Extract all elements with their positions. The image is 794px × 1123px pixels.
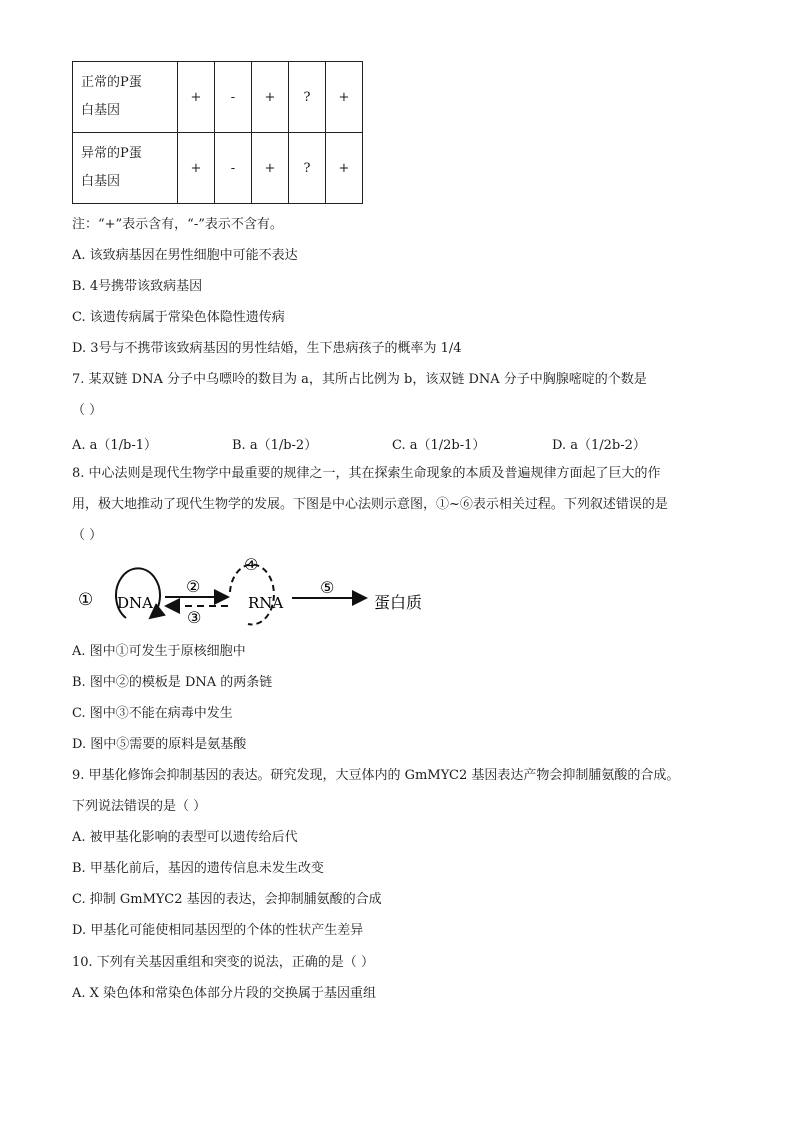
label-5: ⑤ — [320, 578, 335, 597]
q7-paren: （ ） — [72, 403, 103, 418]
gene-table — [72, 61, 363, 204]
table-cell: + — [178, 133, 215, 204]
table-cell: ? — [289, 133, 326, 204]
q8-paren: （ ） — [72, 528, 103, 543]
q6-option-c: C. 该遗传病属于常染色体隐性遗传病 — [72, 310, 285, 325]
row-label: 正常的P蛋 白基因 — [73, 62, 178, 133]
table-cell: + — [252, 62, 289, 133]
central-dogma-diagram — [70, 550, 450, 630]
table-cell: + — [252, 133, 289, 204]
q8-stem-line1: 8. 中心法则是现代生物学中最重要的规律之一，其在探索生命现象的本质及普遍规律方面起了巨大的作 — [72, 466, 661, 481]
q7-option-d: D. a（1/2b-2） — [552, 438, 646, 453]
q9-option-d: D. 甲基化可能使相同基因型的个体的性状产生差异 — [72, 923, 364, 938]
table-cell: - — [215, 133, 252, 204]
table-cell: + — [326, 133, 363, 204]
q7-stem: 7. 某双链 DNA 分子中乌嘌呤的数目为 a，其所占比例为 b，该双链 DNA 分子中胸腺嘧啶的个数是 — [72, 372, 647, 387]
q8-option-b: B. 图中②的模板是 DNA 的两条链 — [72, 675, 273, 690]
q6-option-b: B. 4号携带该致病基因 — [72, 279, 203, 294]
q6-option-d: D. 3号与不携带该致病基因的男性结婚，生下患病孩子的概率为 1/4 — [72, 341, 462, 356]
q7-option-c: C. a（1/2b-1） — [392, 438, 486, 453]
label-2: ② — [186, 577, 201, 596]
table-cell: + — [178, 62, 215, 133]
label-4: ④ — [244, 555, 259, 574]
q8-stem-line2: 用，极大地推动了现代生物学的发展。下图是中心法则示意图，①~⑥表示相关过程。下列叙述错误的是 — [72, 497, 668, 512]
q7-option-b: B. a（1/b-2） — [232, 438, 318, 453]
label-3: ③ — [187, 608, 202, 627]
q8-option-d: D. 图中⑤需要的原料是氨基酸 — [72, 737, 247, 752]
protein-label: 蛋白质 — [374, 593, 423, 612]
q9-stem-line1: 9. 甲基化修饰会抑制基因的表达。研究发现，大豆体内的 GmMYC2 基因表达产物会抑制脯氨酸的合成。 — [72, 768, 680, 783]
table-row — [73, 133, 363, 204]
table-row — [73, 62, 363, 133]
q9-option-a: A. 被甲基化影响的表型可以遗传给后代 — [72, 830, 298, 845]
row-label: 异常的P蛋 白基因 — [73, 133, 178, 204]
table-cell: - — [215, 62, 252, 133]
dna-label: DNA — [117, 594, 153, 612]
q9-option-c: C. 抑制 GmMYC2 基因的表达，会抑制脯氨酸的合成 — [72, 892, 382, 907]
q9-stem-line2: 下列说法错误的是（ ） — [72, 799, 207, 814]
label-1: ① — [78, 590, 94, 610]
table-cell: + — [326, 62, 363, 133]
rna-label: RNA — [248, 594, 284, 612]
q8-option-a: A. 图中①可发生于原核细胞中 — [72, 644, 246, 659]
q6-option-a: A. 该致病基因在男性细胞中可能不表达 — [72, 248, 298, 263]
table-cell: ? — [289, 62, 326, 133]
q7-options — [72, 434, 712, 453]
q7-option-a: A. a（1/b-1） — [72, 438, 158, 453]
q8-option-c: C. 图中③不能在病毒中发生 — [72, 706, 233, 721]
table-note: 注：“+”表示含有，“-”表示不含有。 — [72, 217, 283, 232]
q9-option-b: B. 甲基化前后，基因的遗传信息未发生改变 — [72, 861, 324, 876]
q10-stem: 10. 下列有关基因重组和突变的说法，正确的是（ ） — [72, 955, 374, 970]
q10-option-a: A. X 染色体和常染色体部分片段的交换属于基因重组 — [72, 986, 377, 1001]
